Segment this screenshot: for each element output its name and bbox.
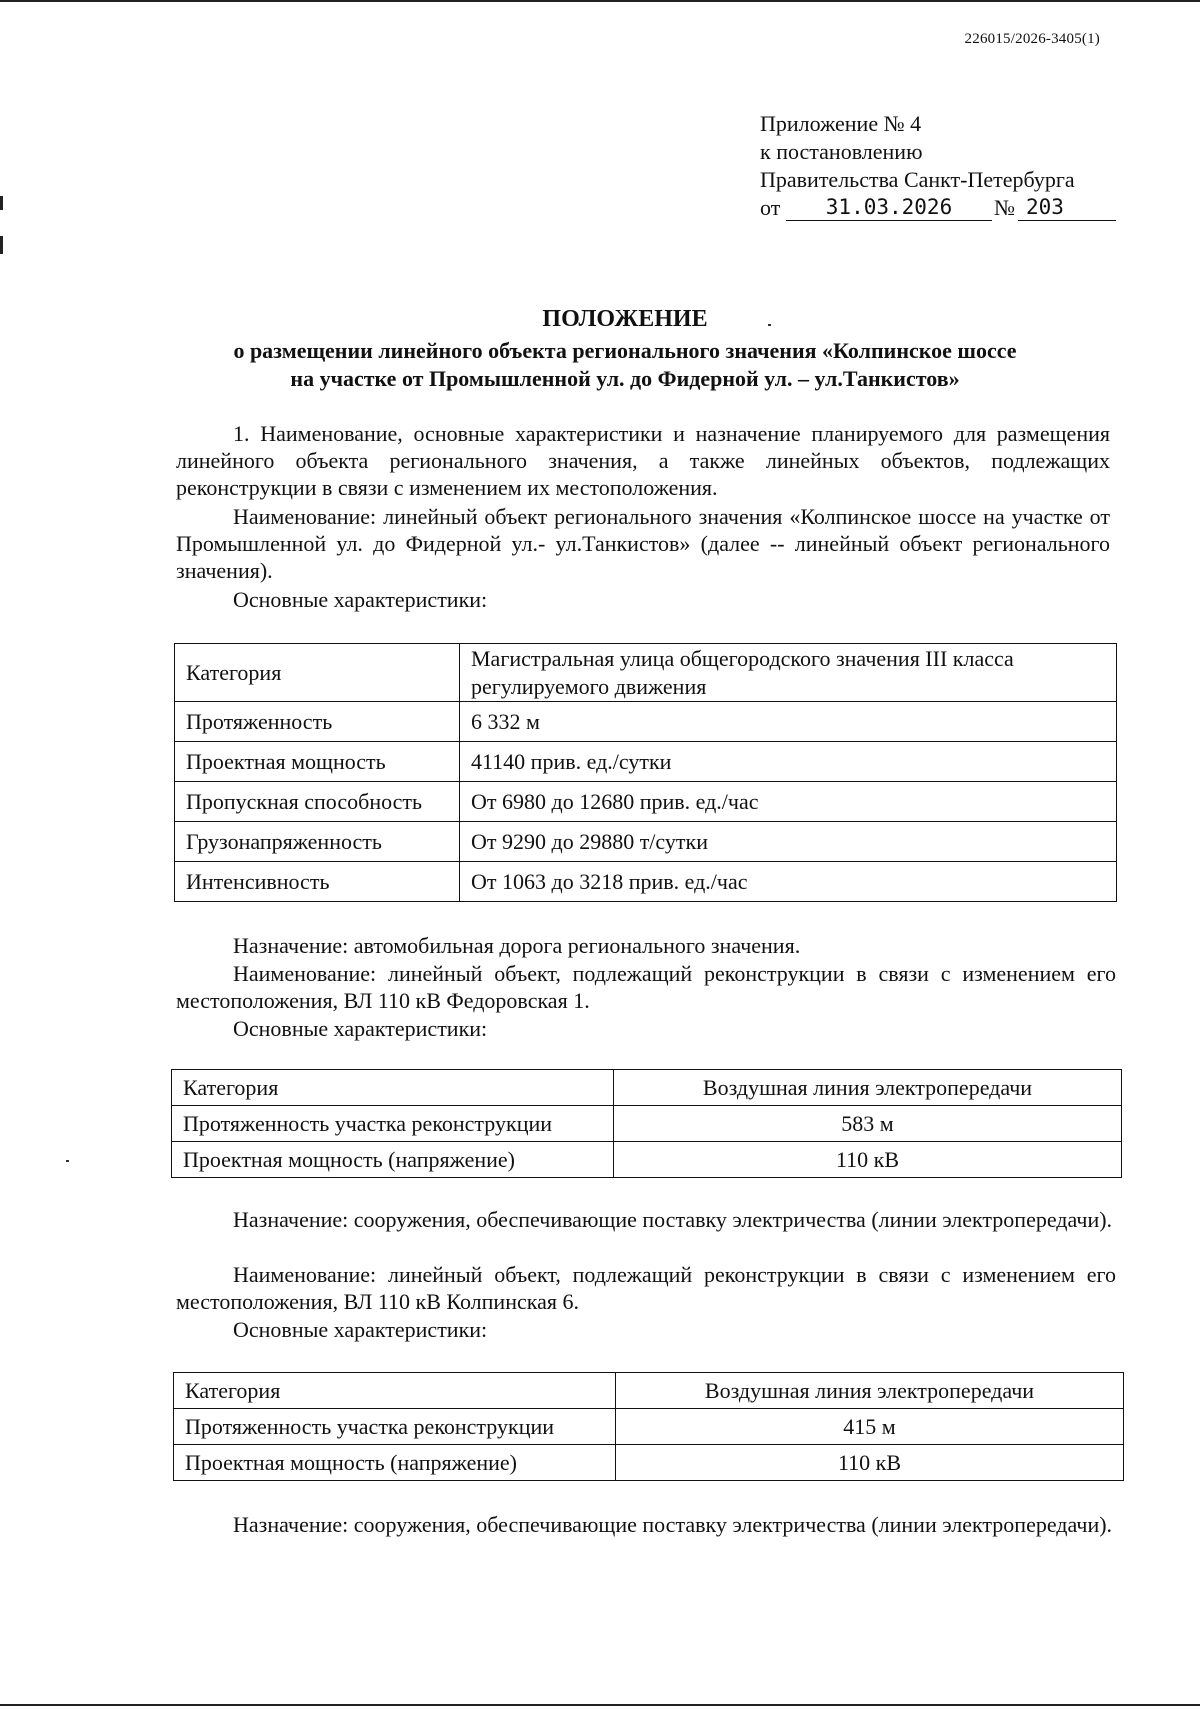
table-row <box>175 702 1117 742</box>
resolution-date: 31.03.2026 <box>786 194 992 221</box>
scan-top-border <box>0 0 1200 2</box>
resolution-number: 203 <box>1018 194 1116 221</box>
table-row <box>175 862 1117 902</box>
date-from-label: от <box>760 195 781 220</box>
table-cell-label: Пропускная способность <box>175 782 460 822</box>
table-cell-label: Проектная мощность <box>175 742 460 782</box>
table-cell-label: Категория <box>172 1070 614 1106</box>
appendix-line-1: Приложение № 4 <box>760 111 922 136</box>
table-road-characteristics <box>174 643 1117 902</box>
section2-characteristics-label: Основные характеристики: <box>233 1016 488 1041</box>
number-label: № <box>994 195 1015 220</box>
section2-name: Наименование: линейный объект, подлежащий реконструкции в связи с изменением его местоположения, ВЛ 110 кВ Федоровская 1. <box>176 961 1116 1013</box>
section3-name: Наименование: линейный объект, подлежащий реконструкции в связи с изменением его местоположения, ВЛ 110 кВ Колпинская 6. <box>176 1262 1116 1314</box>
table-cell-label: Проектная мощность (напряжение) <box>174 1445 616 1481</box>
table-cell-label: Категория <box>174 1373 616 1409</box>
scan-bottom-border <box>0 1704 1200 1706</box>
table-cell-label: Грузонапряженность <box>175 822 460 862</box>
table-cell-label: Категория <box>175 644 460 702</box>
document-subtitle <box>175 337 1075 393</box>
appendix-block <box>760 110 1075 224</box>
table-cell-value: От 9290 до 29880 т/сутки <box>460 822 1117 862</box>
table-row <box>175 742 1117 782</box>
section3-purpose: Назначение: сооружения, обеспечивающие поставку электричества (линии электропередачи). <box>233 1207 1113 1232</box>
table-cell-label: Протяженность участка реконструкции <box>174 1409 616 1445</box>
table-cell-value: Воздушная линия электропередачи <box>616 1373 1124 1409</box>
scan-edge-mark <box>0 196 3 210</box>
table-cell-value: Воздушная линия электропередачи <box>614 1070 1122 1106</box>
table-cell-value: 6 332 м <box>460 702 1117 742</box>
table-cell-label: Протяженность участка реконструкции <box>172 1106 614 1142</box>
table-cell-label: Интенсивность <box>175 862 460 902</box>
section4-purpose: Назначение: сооружения, обеспечивающие поставку электричества (линии электропередачи). <box>233 1512 1113 1537</box>
subtitle-line-2: на участке от Промышленной ул. до Фидерной ул. – ул.Танкистов» <box>290 366 960 391</box>
table-row <box>175 782 1117 822</box>
table-cell-label: Протяженность <box>175 702 460 742</box>
table-cell-value: 41140 прив. ед./сутки <box>460 742 1117 782</box>
appendix-date-row <box>760 194 1075 224</box>
table-row <box>175 822 1117 862</box>
table-cell-value: 583 м <box>614 1106 1122 1142</box>
appendix-line-3: Правительства Санкт-Петербурга <box>760 167 1075 192</box>
table-row <box>172 1106 1122 1142</box>
table-cell-label: Проектная мощность (напряжение) <box>172 1142 614 1178</box>
subtitle-line-1: о размещении линейного объекта регионального значения «Колпинское шоссе <box>233 338 1017 363</box>
section1-characteristics-label: Основные характеристики: <box>233 587 488 612</box>
table-row <box>172 1142 1122 1178</box>
section2-purpose: Назначение: автомобильная дорога регионального значения. <box>233 933 801 958</box>
table-cell-value: 110 кВ <box>616 1445 1124 1481</box>
table-row <box>174 1373 1124 1409</box>
section1-paragraph-2: Наименование: линейный объект регионального значения «Колпинское шоссе на участке от Промышленной ул. до Фидерной ул.- ул.Танкистов» (далее -- линейный объект регионального значения). <box>176 504 1110 583</box>
document-title: ПОЛОЖЕНИЕ <box>542 306 708 332</box>
table-row <box>175 644 1117 702</box>
document-id: 226015/2026-3405(1) <box>964 31 1100 47</box>
section3-characteristics-label: Основные характеристики: <box>233 1317 488 1342</box>
table-cell-value: От 6980 до 12680 прив. ед./час <box>460 782 1117 822</box>
table-kolpinskaya-characteristics <box>173 1372 1124 1481</box>
section1-paragraph-1: 1. Наименование, основные характеристики и назначение планируемого для размещения линейного объекта регионального значения, а также линейных объектов, подлежащих реконструкции в связи с изменением их местоположения. <box>176 421 1110 500</box>
appendix-line-2: к постановлению <box>760 139 923 164</box>
scan-edge-mark <box>0 236 3 254</box>
table-cell-value: Магистральная улица общегородского значения III класса регулируемого движения <box>460 644 1117 702</box>
table-row <box>174 1409 1124 1445</box>
table-row <box>172 1070 1122 1106</box>
table-fedorovskaya-characteristics <box>171 1069 1122 1178</box>
table-row <box>174 1445 1124 1481</box>
table-cell-value: 415 м <box>616 1409 1124 1445</box>
scan-speck <box>66 1160 69 1162</box>
table-cell-value: 110 кВ <box>614 1142 1122 1178</box>
table-cell-value: От 1063 до 3218 прив. ед./час <box>460 862 1117 902</box>
